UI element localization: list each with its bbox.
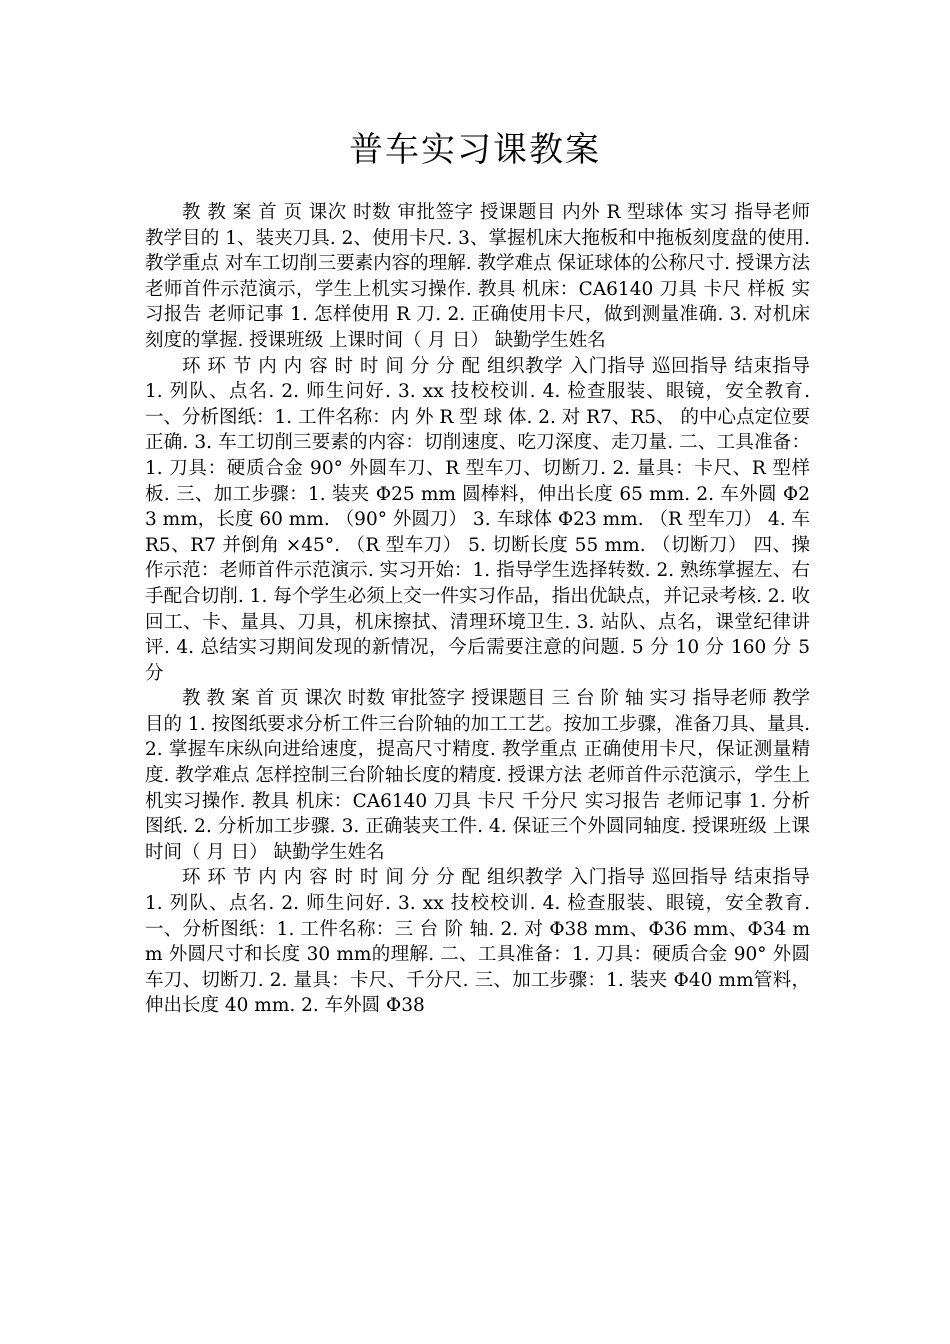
lesson-plan-2-procedure: 环 环 节 内 内 容 时 时 间 分 分 配 组织教学 入门指导 巡回指导 结束指导 1. 列队、点名. 2. 师生问好. 3. xx 技校校训. 4. 检查服装、眼镜，安全教育. 一、分析图纸：1. 工件名称：三 台 阶 轴. 2. 对 Φ38 mm、Φ36 mm、Φ34 mm 外圆尺寸和长度 30 mm的理解. 二、工具准备：1. 刀具：硬质合金 90° 外圆车刀、切断刀. 2. 量具：卡尺、千分尺. 三、加工步骤：1. 装夹 Φ40 mm管料，伸出长度 40 mm. 2. 车外圆 Φ38 (145, 867, 810, 1017)
document-body (145, 200, 810, 1019)
lesson-plan-1-header: 教 教 案 首 页 课次 时数 审批签字 授课题目 内外 R 型球体 实习 指导老师 教学目的 1、装夹刀具. 2、使用卡尺. 3、掌握机床大拖板和中拖板刻度盘的使用. 教学重点 对车工切削三要素内容的理解. 教学难点 保证球体的公称尺寸. 授课方法 老师首件示范演示，学生上机实习操作. 教具 机床：CA6140 刀具 卡尺 样板 实习报告 老师记事 1. 怎样使用 R 刀. 2. 正确使用卡尺，做到测量准确. 3. 对机床刻度的掌握. 授课班级 上课时间（ 月 日） 缺勤学生姓名 (145, 202, 810, 351)
lesson-plan-2-header: 教 教 案 首 页 课次 时数 审批签字 授课题目 三 台 阶 轴 实习 指导老师 教学目的 1. 按图纸要求分析工件三台阶轴的加工工艺。按加工步骤，准备刀具、量具. 2. 掌握车床纵向进给速度，提高尺寸精度. 教学重点 正确使用卡尺，保证测量精度. 教学难点 怎样控制三台阶轴长度的精度. 授课方法 老师首件示范演示，学生上机实习操作. 教具 机床：CA6140 刀具 卡尺 千分尺 实习报告 老师记事 1. 分析图纸. 2. 分析加工步骤. 3. 正确装夹工件. 4. 保证三个外圆同轴度. 授课班级 上课时间（ 月 日） 缺勤学生姓名 (145, 688, 810, 863)
document-title: 普车实习课教案 (349, 130, 601, 170)
lesson-plan-1-procedure: 环 环 节 内 内 容 时 时 间 分 分 配 组织教学 入门指导 巡回指导 结束指导 1. 列队、点名. 2. 师生问好. 3. xx 技校校训. 4. 检查服装、眼镜，安全教育. 一、分析图纸：1. 工件名称：内 外 R 型 球 体. 2. 对 R7、R5、 的中心点定位要正确. 3. 车工切削三要素的内容：切削速度、吃刀深度、走刀量. 二、工具准备：1. 刀具：硬质合金 90° 外圆车刀、R 型车刀、切断刀. 2. 量具：卡尺、R 型样板. 三、加工步骤：1. 装夹 Φ25 mm 圆棒料，伸出长度 65 mm. 2. 车外圆 Φ23 mm，长度 60 mm. （90° 外圆刀） 3. 车球体 Φ23 mm. （R 型车刀） 4. 车 R5、R7 并倒角 ×45°. （R 型车刀） 5. 切断长度 55 mm. （切断刀） 四、操作示范：老师首件示范演示. 实习开始：1. 指导学生选择转数. 2. 熟练掌握左、右手配合切削. 1. 每个学生必须上交一件实习作品，指出优缺点，并记录考核. 2. 收回工、卡、量具、刀具，机床擦拭、清理环境卫生. 3. 站队、点名，课堂纪律讲评. 4. 总结实习期间发现的新情况，今后需要注意的问题. 5 分 10 分 160 分 5 分 (145, 355, 810, 684)
